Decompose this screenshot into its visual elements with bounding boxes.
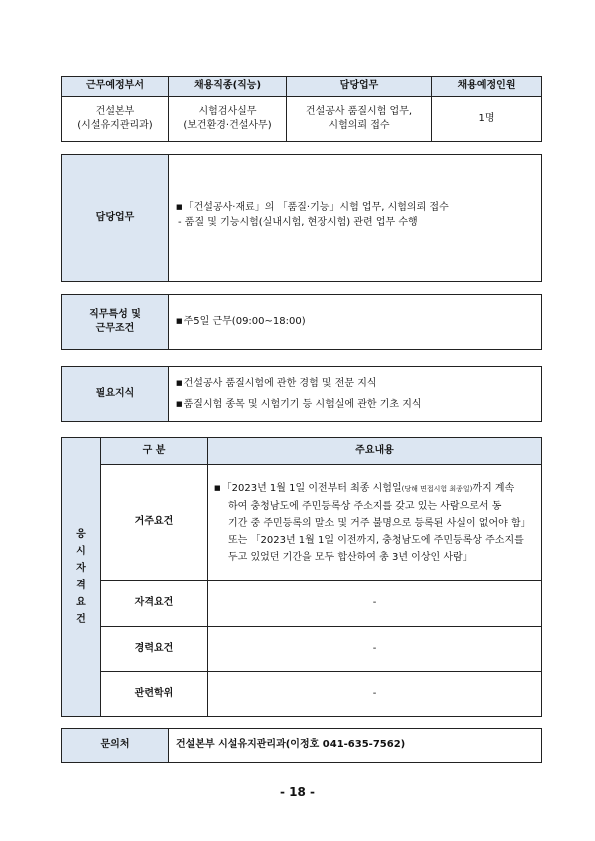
table-row xyxy=(62,465,542,581)
condition-label-1: 직무특성 및 xyxy=(89,308,141,320)
job-line1: 시험검사실무 xyxy=(198,105,257,117)
count-cell: 1명 xyxy=(432,97,542,142)
table-row xyxy=(62,97,542,142)
degree-value: - xyxy=(208,672,542,717)
side-char-2: 시 xyxy=(76,546,86,557)
square-bullet-icon: ■ xyxy=(176,379,183,387)
header-count: 채용예정인원 xyxy=(432,77,542,97)
residence-line-3: 기간 중 주민등록의 말소 및 거주 불명으로 등록된 사실이 없어야 함」 xyxy=(228,517,531,529)
knowledge-section xyxy=(61,366,542,422)
duty-text-2: - 품질 및 기능시험(실내시험, 현장시험) 관련 업무 수행 xyxy=(178,216,418,228)
residence-line-1 xyxy=(214,480,535,498)
side-char-3: 자 xyxy=(76,563,86,574)
residence-text-1small: (당해 면접시험 최종일) xyxy=(401,484,473,493)
job-line2: (보건환경·건설사무) xyxy=(183,120,272,132)
knowledge-text-1: 건설공사 품질시험에 관한 경험 및 전문 지식 xyxy=(183,378,377,389)
duty-text-1: 「건설공사·재료」의 「품질·기능」시험 업무, 시험의뢰 접수 xyxy=(183,202,449,213)
duty-section xyxy=(61,154,542,282)
side-char-6: 건 xyxy=(76,614,86,625)
condition-line-1 xyxy=(176,315,536,330)
side-char-5: 요 xyxy=(76,597,86,608)
job-cell xyxy=(169,97,287,142)
duty-content xyxy=(169,155,542,282)
knowledge-line-2 xyxy=(176,394,536,415)
qualification-section xyxy=(61,437,542,717)
square-bullet-icon: ■ xyxy=(176,203,183,211)
residence-text-1b: 까지 계속 xyxy=(472,482,515,494)
dept-line1: 건설본부 xyxy=(95,105,135,117)
header-dept: 근무예정부서 xyxy=(62,77,169,97)
dept-cell xyxy=(62,97,169,142)
condition-section xyxy=(61,294,542,350)
condition-label-2: 근무조건 xyxy=(95,323,135,334)
table-row xyxy=(62,581,542,627)
duty-line-1 xyxy=(176,201,536,216)
side-char-1: 응 xyxy=(76,529,86,540)
table-row xyxy=(62,627,542,672)
knowledge-line-1 xyxy=(176,373,536,394)
square-bullet-icon: ■ xyxy=(214,483,221,492)
contact-value: 건설본부 시설유지관리과(이정호 041-635-7562) xyxy=(169,729,542,763)
career-label: 경력요건 xyxy=(101,627,208,672)
header-job: 채용직종(직능) xyxy=(169,77,287,97)
recruit-summary-table xyxy=(61,76,542,142)
contact-label: 문의처 xyxy=(62,729,169,763)
col-header-content: 주요내용 xyxy=(208,438,542,465)
col-header-category: 구 분 xyxy=(101,438,208,465)
residence-text-1a: 「2023년 1월 1일 이전부터 최종 시험일 xyxy=(221,482,402,494)
condition-label xyxy=(62,295,169,350)
duty-line1: 건설공사 품질시험 업무, xyxy=(305,105,413,117)
license-label: 자격요건 xyxy=(101,581,208,627)
dept-line2: (시설유지관리과) xyxy=(77,120,153,132)
qualification-side-chars xyxy=(62,526,100,628)
square-bullet-icon: ■ xyxy=(176,400,183,408)
degree-label: 관련학위 xyxy=(101,672,208,717)
duty-line-2 xyxy=(176,216,536,231)
residence-line-5: 두고 있었던 기간을 모두 합산하여 총 3년 이상인 사람」 xyxy=(228,551,473,563)
knowledge-content xyxy=(169,367,542,422)
duty-label: 담당업무 xyxy=(62,155,169,282)
residence-content xyxy=(208,465,542,581)
residence-label: 거주요건 xyxy=(101,465,208,581)
page-number: - 18 - xyxy=(279,785,315,799)
knowledge-text-2: 품질시험 종목 및 시험기기 등 시험실에 관한 기초 지식 xyxy=(183,399,422,410)
career-value: - xyxy=(208,627,542,672)
license-value: - xyxy=(208,581,542,627)
qualification-side-label xyxy=(62,438,101,717)
table-row xyxy=(62,672,542,717)
residence-line-2: 하여 충청남도에 주민등록상 주소지를 갖고 있는 사람으로서 동 xyxy=(228,500,502,512)
residence-line-4: 또는 「2023년 1월 1일 이전까지, 충청남도에 주민등록상 주소지를 xyxy=(228,534,524,546)
duty-line2: 시험의뢰 접수 xyxy=(328,120,390,132)
condition-text-1: 주5일 근무(09:00~18:00) xyxy=(183,315,306,327)
side-char-4: 격 xyxy=(76,580,86,591)
knowledge-label: 필요지식 xyxy=(62,367,169,422)
condition-content xyxy=(169,295,542,350)
duty-cell xyxy=(287,97,432,142)
header-duty: 담당업무 xyxy=(287,77,432,97)
contact-section xyxy=(61,728,542,763)
square-bullet-icon: ■ xyxy=(176,316,183,325)
